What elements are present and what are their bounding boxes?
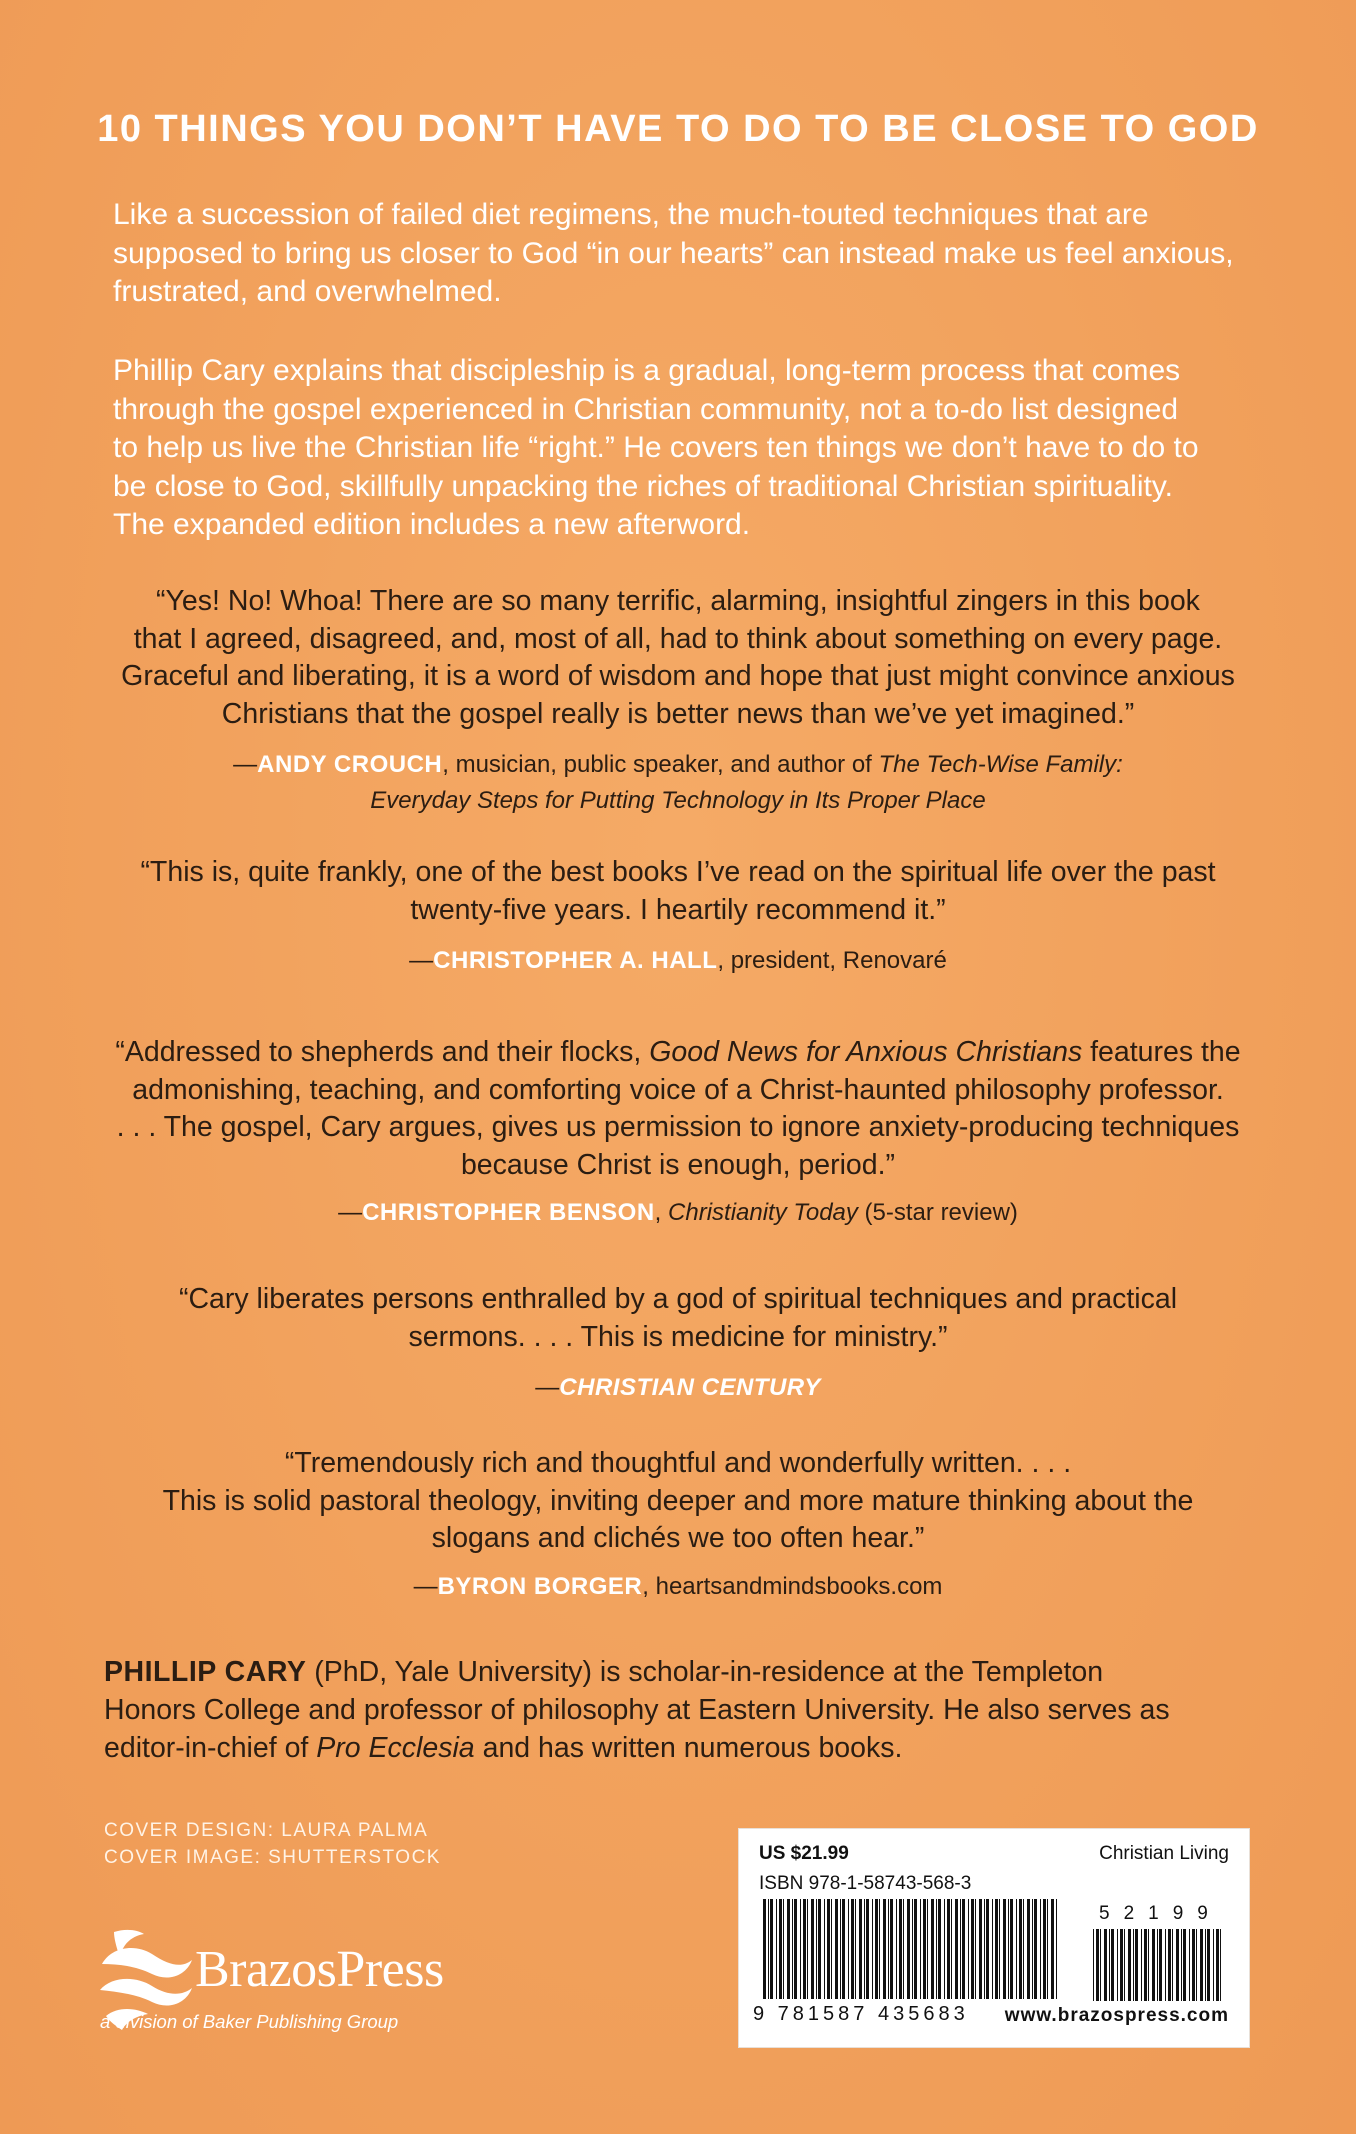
barcode-bar: [938, 1899, 941, 1999]
text-span: “Addressed to shepherds and their flocks,: [115, 1036, 650, 1068]
dash: —: [413, 1573, 438, 1600]
barcode-bar: [818, 1899, 821, 1999]
barcode-bar: [872, 1899, 873, 1999]
barcode-bar: [1056, 1899, 1057, 1999]
text-line: Honors College and professor of philosophy at Eastern University. He also serves as: [104, 1694, 1170, 1726]
barcode-bar: [1034, 1899, 1037, 1999]
barcode-bar: [999, 1899, 1000, 1999]
barcode-bar: [831, 1899, 832, 1999]
barcode-bar: [770, 1899, 773, 1999]
text-span: (5-star review): [857, 1199, 1018, 1226]
barcode-bar: [1183, 1929, 1186, 2001]
barcode-bar: [1032, 1899, 1033, 1999]
endorsement-quote-5: [90, 1445, 1266, 1558]
barcode-bar: [816, 1899, 817, 1999]
barcode-bar: [1157, 1929, 1158, 2001]
barcode-bar: [807, 1899, 808, 1999]
text-line: to help us live the Christian life “right.” He covers ten things we don’t have to do to: [113, 431, 1199, 464]
text-line: twenty-five years. I heartily recommend it.”: [410, 893, 946, 926]
text-line: frustrated, and overwhelmed.: [113, 275, 502, 308]
barcode-bar: [1148, 1929, 1149, 2001]
dash: —: [535, 1374, 560, 1401]
text-line: sermons. . . . This is medicine for ministry.”: [408, 1320, 948, 1353]
isbn-digits: 9 781587 435683: [753, 2003, 969, 2025]
barcode-bar: [1096, 1929, 1099, 2001]
barcode-bar: [792, 1899, 793, 1999]
barcode-main: [761, 1899, 1061, 1999]
text-span: features the: [1082, 1036, 1241, 1068]
barcode-bar: [984, 1899, 985, 1999]
addon-digits: 52199: [1099, 1903, 1222, 1924]
endorsement-quote-1: [90, 583, 1266, 733]
cover-image-credit: COVER IMAGE: SHUTTERSTOCK: [104, 1847, 441, 1868]
attribution-line: [70, 943, 1286, 979]
endorsement-attribution-2: [70, 943, 1286, 979]
price: US $21.99: [759, 1843, 849, 1864]
attribution-line: [70, 1195, 1286, 1231]
barcode-bar: [968, 1899, 969, 1999]
barcode-bar: [1043, 1899, 1046, 1999]
barcode-bar: [1176, 1929, 1179, 2001]
text-line: Graceful and liberating, it is a word of wisdom and hope that just might convince anxious: [121, 660, 1235, 692]
barcode-bar: [1124, 1929, 1125, 2001]
barcode-bar: [800, 1899, 801, 1999]
barcode-bar: [779, 1899, 782, 1999]
barcode-bar: [979, 1899, 982, 1999]
description-paragraph-1: [113, 196, 1248, 312]
barcode-bar: [1181, 1929, 1182, 2001]
barcode-bar: [1205, 1929, 1206, 2001]
barcode-bar: [888, 1899, 889, 1999]
barcode-bar: [903, 1899, 904, 1999]
barcode-bar: [947, 1899, 950, 1999]
book-title: Good News for Anxious Christians: [649, 1036, 1083, 1068]
barcode-addon: [1091, 1929, 1227, 2001]
book-subtitle: Everyday Steps for Putting Technology in Its Proper Place: [370, 787, 986, 814]
barcode-bar: [1141, 1929, 1142, 2001]
endorsement-quote-3: [90, 1034, 1266, 1184]
text-span: ,: [654, 1199, 669, 1226]
headline: 10 THINGS YOU DON’T HAVE TO DO TO BE CLOSE TO GOD: [97, 108, 1259, 150]
text-line: [90, 1034, 1266, 1072]
text-line: supposed to bring us closer to God “in our hearts” can instead make us feel anxious,: [113, 236, 1234, 270]
publisher-url: www.brazospress.com: [1004, 2005, 1229, 2026]
barcode-bar: [883, 1899, 886, 1999]
endorser-name: BYRON BORGER: [437, 1573, 643, 1600]
endorser-name: CHRISTOPHER BENSON: [362, 1199, 655, 1226]
journal-title: Pro Ecclesia: [316, 1732, 475, 1764]
publication-name: Christianity Today: [668, 1199, 858, 1226]
barcode-bar: [879, 1899, 880, 1999]
barcode-bar: [1200, 1929, 1203, 2001]
barcode-bar: [1172, 1929, 1173, 2001]
barcode-bar: [920, 1899, 921, 1999]
barcode-bar: [1216, 1929, 1219, 2001]
barcode-bar: [1027, 1899, 1030, 1999]
text-line: “This is, quite frankly, one of the best books I’ve read on the spiritual life over the past: [140, 856, 1216, 888]
barcode-bar: [827, 1899, 830, 1999]
category: Christian Living: [1099, 1843, 1229, 1864]
barcode-bar: [1010, 1899, 1013, 1999]
barcode-bar: [1104, 1929, 1107, 2001]
book-title: The Tech-Wise Family:: [878, 751, 1123, 778]
barcode-bar: [840, 1899, 841, 1999]
text-line: [104, 1729, 1264, 1767]
barcode-bar: [864, 1899, 865, 1999]
barcode-bar: [855, 1899, 856, 1999]
barcode-bar: [992, 1899, 993, 1999]
barcode-bar: [1051, 1899, 1054, 1999]
endorser-role: , heartsandmindsbooks.com: [642, 1573, 943, 1600]
barcode-bar: [955, 1899, 958, 1999]
text-line: “Cary liberates persons enthralled by a god of spiritual techniques and practical: [178, 1283, 1178, 1315]
author-name: PHILLIP CARY: [104, 1656, 307, 1688]
text-span: (PhD, Yale University) is scholar-in-residence at the Templeton: [306, 1656, 1104, 1688]
barcode-bar: [783, 1899, 784, 1999]
attribution-line: [70, 747, 1286, 783]
barcode-bar: [1008, 1899, 1009, 1999]
barcode-bar: [1003, 1899, 1006, 1999]
text-line: The expanded edition includes a new afterword.: [113, 508, 751, 541]
barcode-bar: [1120, 1929, 1123, 2001]
barcode-bar: [914, 1899, 917, 1999]
barcode-bar: [1019, 1899, 1022, 1999]
text-line: Like a succession of failed diet regimens, the much-touted techniques that are: [113, 198, 1149, 231]
barcode-bar: [960, 1899, 961, 1999]
barcode-bar: [835, 1899, 838, 1999]
barcode-bar: [803, 1899, 806, 1999]
barcode-bar: [1117, 1929, 1118, 2001]
text-line: “Tremendously rich and thoughtful and wonderfully written. . . .: [284, 1447, 1072, 1479]
barcode-bar: [1100, 1929, 1101, 2001]
description-paragraph-2: [113, 352, 1248, 545]
endorser-name: CHRISTOPHER A. HALL: [433, 947, 718, 974]
barcode-bar: [1135, 1929, 1138, 2001]
barcode-bar: [776, 1899, 777, 1999]
barcode-bar: [763, 1899, 766, 1999]
dash: —: [233, 751, 258, 778]
barcode-bar: [1133, 1929, 1134, 2001]
text-line: . . . The gospel, Cary argues, gives us permission to ignore anxiety-producing techniques: [116, 1111, 1240, 1143]
barcode-bar: [1047, 1899, 1048, 1999]
dash: —: [409, 947, 434, 974]
barcode-bar: [811, 1899, 814, 1999]
text-line: because Christ is enough, period.”: [460, 1148, 896, 1181]
text-line: “Yes! No! Whoa! There are so many terrific, alarming, insightful zingers in this book: [156, 585, 1200, 617]
endorser-role: , president, Renovaré: [717, 947, 947, 974]
barcode-bar: [848, 1899, 849, 1999]
barcode-bar: [1213, 1929, 1214, 2001]
barcode-bar: [1165, 1929, 1166, 2001]
barcode-bar: [1093, 1929, 1094, 2001]
attribution-line: [70, 1569, 1286, 1605]
text-line: [104, 1653, 1264, 1691]
barcode-bar: [951, 1899, 952, 1999]
barcode-bar: [912, 1899, 913, 1999]
barcode-bar: [1168, 1929, 1171, 2001]
barcode-bar: [842, 1899, 845, 1999]
barcode-bar: [859, 1899, 862, 1999]
cover-design-credit: COVER DESIGN: LAURA PALMA: [104, 1820, 429, 1841]
barcode-bar: [768, 1899, 769, 1999]
endorsement-attribution-5: [70, 1569, 1286, 1605]
barcode-bar: [890, 1899, 893, 1999]
barcode-bar: [824, 1899, 825, 1999]
dash: —: [338, 1199, 363, 1226]
barcode-bar: [1189, 1929, 1190, 2001]
text-span: and has written numerous books.: [474, 1732, 903, 1764]
text-span: editor-in-chief of: [104, 1732, 317, 1764]
text-line: Phillip Cary explains that discipleship is a gradual, long-term process that comes: [113, 354, 1181, 387]
text-line: This is solid pastoral theology, inviting deeper and more mature thinking about the: [162, 1484, 1194, 1517]
barcode-bar: [927, 1899, 928, 1999]
barcode-bar: [975, 1899, 976, 1999]
barcode-bar: [1152, 1929, 1155, 2001]
publisher-tagline: a division of Baker Publishing Group: [100, 2011, 399, 2032]
barcode-bar: [995, 1899, 998, 1999]
barcode-bar: [896, 1899, 897, 1999]
barcode-bar: [923, 1899, 926, 1999]
text-line: admonishing, teaching, and comforting voice of a Christ-haunted philosophy professor.: [132, 1073, 1224, 1106]
barcode-bar: [907, 1899, 910, 1999]
publication-name: CHRISTIAN CENTURY: [559, 1374, 821, 1401]
barcode-bar: [1220, 1929, 1221, 2001]
barcode-bar: [1192, 1929, 1195, 2001]
text-line: slogans and clichés we too often hear.”: [431, 1522, 925, 1554]
barcode-bar: [1128, 1929, 1131, 2001]
barcode-bar: [787, 1899, 790, 1999]
author-bio: [104, 1653, 1264, 1767]
barcode-bar: [866, 1899, 869, 1999]
barcode-label: [738, 1828, 1250, 2048]
endorsement-attribution-4: [70, 1370, 1286, 1406]
text-line: through the gospel experienced in Christian community, not a to-do list designed: [113, 392, 1179, 426]
text-line: that I agreed, disagreed, and, most of all, had to think about something on every page.: [133, 622, 1223, 655]
endorser-role: , musician, public speaker, and author of: [442, 751, 879, 778]
barcode-bar: [971, 1899, 974, 1999]
barcode-bar: [1023, 1899, 1024, 1999]
barcode-bar: [899, 1899, 902, 1999]
text-line: be close to God, skillfully unpacking the riches of traditional Christian spirituality.: [113, 469, 1173, 503]
endorser-name: ANDY CROUCH: [257, 751, 443, 778]
isbn: ISBN 978-1-58743-568-3: [759, 1873, 972, 1894]
barcode-bar: [1016, 1899, 1017, 1999]
barcode-bar: [1040, 1899, 1041, 1999]
barcode-bar: [1109, 1929, 1110, 2001]
attribution-line: [70, 1370, 1286, 1406]
endorsement-quote-2: [90, 854, 1266, 929]
publisher-name: BrazosPress: [195, 1941, 444, 1998]
barcode-bar: [931, 1899, 934, 1999]
barcode-bar: [962, 1899, 965, 1999]
barcode-bar: [1111, 1929, 1114, 2001]
barcode-bar: [1207, 1929, 1210, 2001]
barcode-bar: [936, 1899, 937, 1999]
barcode-bar: [794, 1899, 797, 1999]
barcode-bar: [1159, 1929, 1162, 2001]
endorsement-attribution-1: [70, 747, 1286, 819]
barcode-bar: [851, 1899, 854, 1999]
endorsement-attribution-3: [70, 1195, 1286, 1231]
barcode-bar: [1144, 1929, 1147, 2001]
barcode-bar: [944, 1899, 945, 1999]
endorsement-quote-4: [90, 1281, 1266, 1356]
barcode-bar: [986, 1899, 989, 1999]
text-line: Christians that the gospel really is better news than we’ve yet imagined.”: [221, 697, 1135, 730]
barcode-bar: [1196, 1929, 1197, 2001]
barcode-bar: [875, 1899, 878, 1999]
